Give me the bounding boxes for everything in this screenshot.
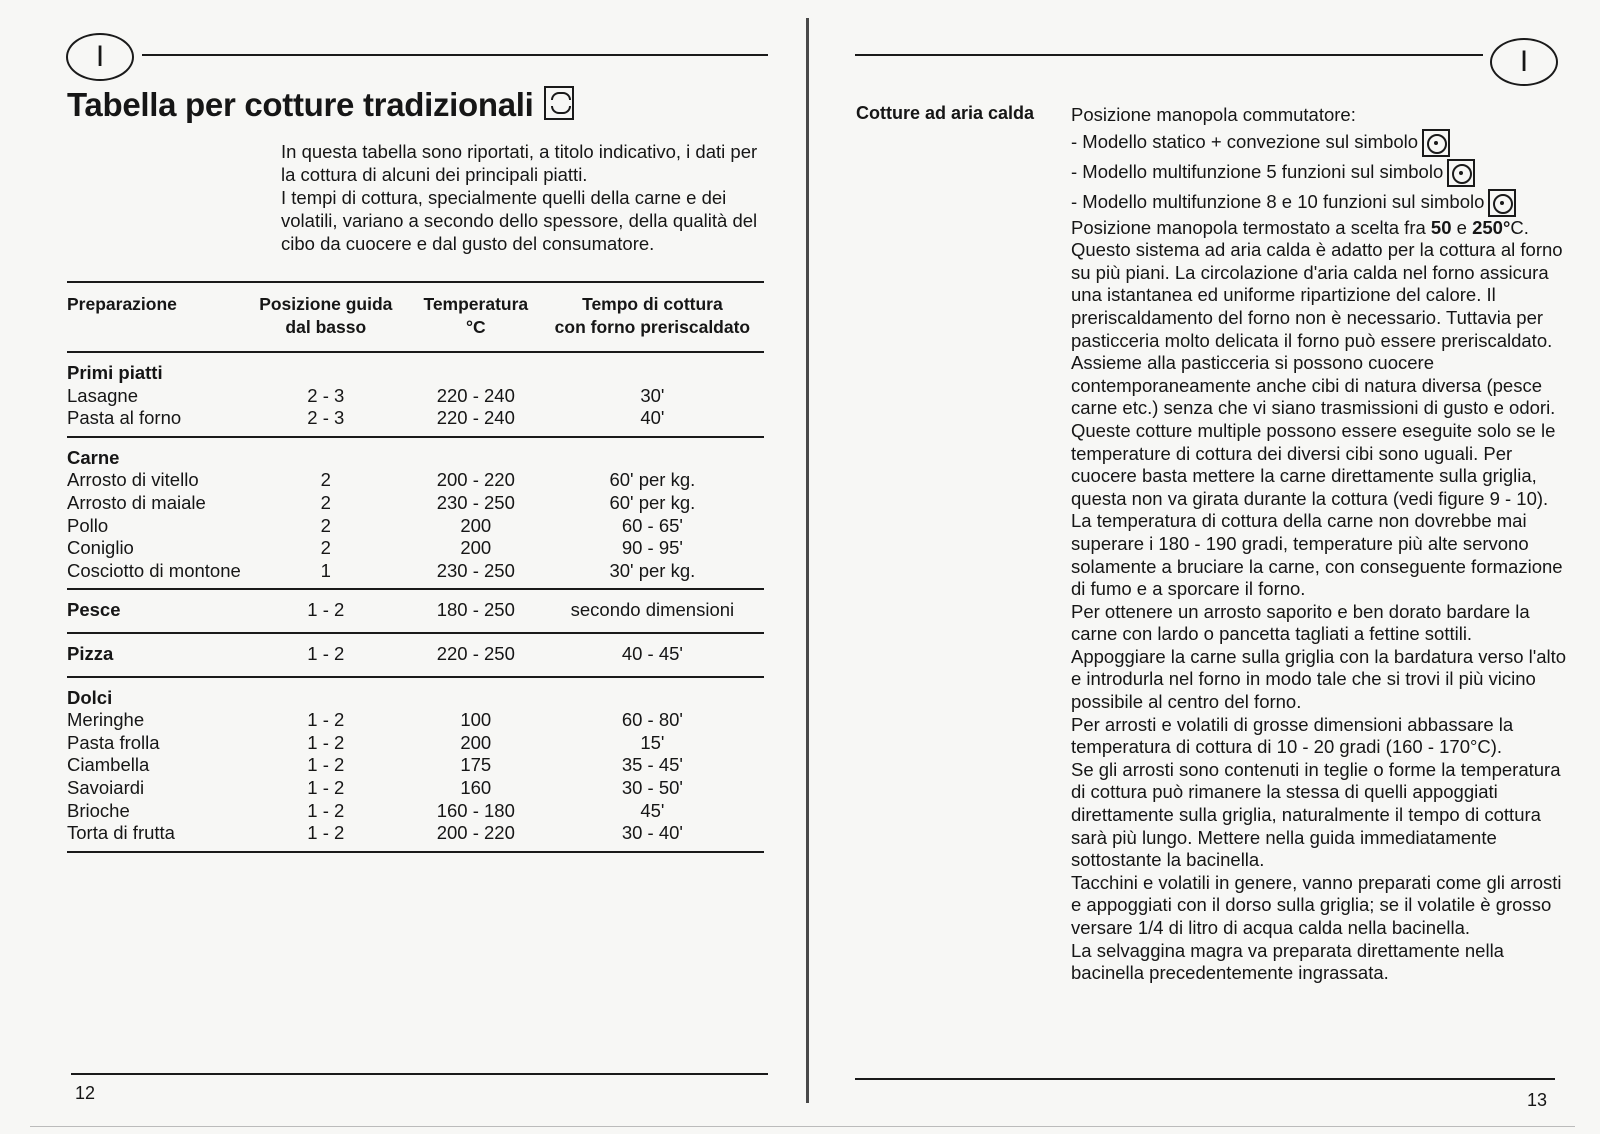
section-heading: Cotture ad aria calda [856, 103, 1035, 123]
page-number-left: 12 [75, 1083, 96, 1103]
instruction-paragraph: Per arrosti e volatili di grosse dimensioni abbassare la temperatura di cottura di 10 - 20 gradi (160 - 170°C). [1071, 713, 1514, 758]
cell-temperature: 100 [460, 709, 492, 731]
intro-text [281, 140, 771, 255]
header-tempo: Tempo di cottura con forno preriscaldato [554, 294, 751, 337]
instruction-paragraph: La temperatura di cottura della carne non dovrebbe mai superare i 180 - 190 gradi, temperature più alte servono solamente a bruciare la carne, con conseguente formazione di fumo e a sporcare il forno. [1071, 510, 1563, 600]
instruction-paragraph: Appoggiare la carne sulla griglia con la bardatura verso l'alto e introdurla nel forno in modo tale che si trovi il più vicino possibile al centro del forno. [1071, 645, 1567, 713]
cell-position: 1 - 2 [307, 799, 345, 821]
table-row [67, 589, 764, 633]
cell-temperature: 230 - 250 [436, 559, 515, 581]
table-row [67, 385, 764, 408]
instruction-paragraph: Tacchini e volatili in genere, vanno preparati come gli arrosti e appoggiati con il dorso sulla griglia; se il volatile è grosso versare 1/4 di litro di acqua calda nella bacinella. [1071, 871, 1562, 938]
cell-time: 90 - 95' [621, 537, 683, 559]
cell-position: 2 - 3 [307, 407, 345, 429]
instruction-paragraphs [1071, 239, 1571, 985]
table-row [67, 633, 764, 677]
cell-temperature: 220 - 240 [436, 384, 515, 406]
cell-position: 1 - 2 [307, 709, 345, 731]
selector-intro: Posizione manopola commutatore: [1071, 104, 1356, 125]
cell-position: 1 - 2 [307, 642, 345, 664]
empty-cell [411, 352, 541, 385]
page-title [67, 86, 574, 124]
cell-temperature: 175 [460, 754, 492, 776]
cell-time: 35 - 45' [621, 754, 683, 776]
footer-rule-left [71, 1073, 768, 1075]
group-name: Pesce [67, 599, 121, 621]
instruction-paragraph: La selvaggina magra va preparata direttamente nella bacinella precedentemente ingrassata. [1071, 939, 1504, 984]
cell-time: 60 - 80' [621, 709, 683, 731]
instruction-paragraph: Questo sistema ad aria calda è adatto per la cottura al forno su più piani. La circolazione d'aria calda nel forno assicura una istantanea ed uniforme ripartizione del calore. Il preriscaldamento del forno non è necessario. Tuttavia per pasticceria molto delicata il forno può essere preriscaldato. Assieme alla pasticceria si possono cuocere contemporaneamente anche cibi di natura diversa (pesce carne etc.) senza che vi siano trasmissioni di gusto e odori. Queste cotture multiple possono essere eseguite solo se le temperature di cottura dei diversi cibi sono uguali. Per cuocere basta mettere la carne direttamente sulla griglia, questa non va girata durante la cottura (vedi figure 9 - 10). [1071, 239, 1563, 509]
cell-temperature: 220 - 240 [436, 407, 515, 429]
cell-position: 1 - 2 [307, 754, 345, 776]
cell-dish: Meringhe [67, 709, 145, 731]
table-group [67, 352, 764, 437]
table-row [67, 469, 764, 492]
cell-temperature: 230 - 250 [436, 491, 515, 513]
header-rule-right [855, 54, 1483, 56]
cell-dish: Ciambella [67, 754, 150, 776]
cell-dish: Pasta al forno [67, 407, 182, 429]
cell-temperature: 180 - 250 [436, 599, 515, 621]
header-temperatura: Temperatura °C [423, 294, 529, 337]
header-posizione: Posizione guida dal basso [259, 294, 393, 337]
cell-temperature: 160 - 180 [436, 799, 515, 821]
cell-dish: Cosciotto di montone [67, 559, 241, 581]
group-name: Pizza [67, 642, 114, 664]
cell-time: 40' [640, 407, 665, 429]
cell-dish: Brioche [67, 799, 130, 821]
cell-temperature: 200 - 220 [436, 822, 515, 844]
page-number-right: 13 [1527, 1090, 1548, 1110]
cell-position: 1 [320, 559, 331, 581]
group-name: Dolci [67, 686, 113, 708]
page-title-text: Tabella per cotture tradizionali [67, 86, 534, 123]
empty-cell [541, 677, 764, 710]
language-badge-left: I [66, 33, 134, 81]
table-row [67, 732, 764, 755]
cell-dish: Arrosto di maiale [67, 491, 206, 513]
cell-time: secondo dimensioni [570, 599, 735, 621]
cell-position: 1 - 2 [307, 599, 345, 621]
table-header-row [67, 282, 764, 352]
table-row [67, 515, 764, 538]
table-row [67, 492, 764, 515]
cell-temperature: 200 [460, 514, 492, 536]
selector-option-1: - Modello statico + convezione sul simbolo [1071, 127, 1571, 157]
cell-position: 2 - 3 [307, 384, 345, 406]
cell-dish: Pollo [67, 514, 109, 536]
empty-cell [541, 352, 764, 385]
table-row [67, 800, 764, 823]
cell-dish: Arrosto di vitello [67, 469, 199, 491]
table-group [67, 677, 764, 852]
group-name: Carne [67, 446, 120, 468]
cell-temperature: 220 - 250 [436, 642, 515, 664]
table-row [67, 537, 764, 560]
cell-temperature: 200 [460, 537, 492, 559]
fan-element-icon [1488, 189, 1516, 217]
cell-dish: Savoiardi [67, 776, 145, 798]
cell-time: 45' [640, 799, 665, 821]
cell-position: 2 [320, 514, 331, 536]
empty-cell [541, 437, 764, 470]
header-preparazione: Preparazione [67, 294, 177, 314]
group-header-row [67, 352, 764, 385]
language-badge-right: I [1490, 38, 1558, 86]
cell-position: 2 [320, 469, 331, 491]
cell-position: 1 - 2 [307, 822, 345, 844]
cell-temperature: 160 [460, 776, 492, 798]
selector-option-3: - Modello multifunzione 8 e 10 funzioni sul simbolo [1071, 187, 1571, 217]
instruction-paragraph: Per ottenere un arrosto saporito e ben dorato bardare la carne con lardo o pancetta tagliati a fettine sottili. [1071, 600, 1530, 645]
cell-time: 40 - 45' [621, 642, 683, 664]
empty-cell [411, 677, 541, 710]
empty-cell [241, 437, 411, 470]
cell-temperature: 200 - 220 [436, 469, 515, 491]
cell-time: 15' [640, 731, 665, 753]
table-row [67, 754, 764, 777]
intro-paragraph-2: I tempi di cottura, specialmente quelli della carne e dei volatili, variano a secondo dello spessore, della qualità del cibo da cuocere e dal gusto del consumatore. [281, 187, 758, 254]
cooking-table [67, 281, 764, 853]
group-header-row [67, 677, 764, 710]
cell-time: 30' per kg. [609, 559, 696, 581]
selector-option-2: - Modello multifunzione 5 funzioni sul simbolo [1071, 157, 1571, 187]
thermostat-setting: Posizione manopola termostato a scelta fra 50 e 250°C. [1071, 216, 1529, 238]
instruction-paragraph: Se gli arrosti sono contenuti in teglie o forme la temperatura di cottura può rimanere la stessa di quelli appoggiati direttamente sulla griglia, naturalmente il tempo di cottura sarà più lungo. Mettere nella guida immediatamente sottostante la bacinella. [1071, 758, 1561, 871]
table-row [67, 822, 764, 852]
empty-cell [411, 437, 541, 470]
cell-position: 1 - 2 [307, 731, 345, 753]
convection-fan-icon [1422, 129, 1450, 157]
empty-cell [241, 352, 411, 385]
table-group [67, 633, 764, 677]
table-group [67, 589, 764, 633]
cell-position: 1 - 2 [307, 776, 345, 798]
cell-time: 30' [640, 384, 665, 406]
cell-position: 2 [320, 491, 331, 513]
cell-dish: Pasta frolla [67, 731, 160, 753]
cell-time: 60 - 65' [621, 514, 683, 536]
cell-time: 30 - 50' [621, 776, 683, 798]
cell-time: 30 - 40' [621, 822, 683, 844]
intro-paragraph-1: In questa tabella sono riportati, a titolo indicativo, i dati per la cottura di alcuni dei principali piatti. [281, 141, 758, 185]
cell-position: 2 [320, 537, 331, 559]
table-row [67, 777, 764, 800]
header-rule-left [142, 54, 768, 56]
fan-circle-icon [1447, 159, 1475, 187]
empty-cell [241, 677, 411, 710]
cell-dish: Torta di frutta [67, 822, 175, 844]
footer-rule-right [855, 1078, 1555, 1080]
cell-dish: Lasagne [67, 384, 138, 406]
conventional-oven-icon [544, 86, 574, 120]
cell-dish: Coniglio [67, 537, 134, 559]
hot-air-instructions [1071, 104, 1571, 985]
cell-time: 60' per kg. [609, 491, 696, 513]
cell-time: 60' per kg. [609, 469, 696, 491]
table-row [67, 407, 764, 437]
table-row [67, 560, 764, 590]
table-row [67, 709, 764, 732]
cell-temperature: 200 [460, 731, 492, 753]
table-group [67, 437, 764, 590]
group-name: Primi piatti [67, 362, 163, 383]
page-edge [30, 1126, 1575, 1127]
group-header-row [67, 437, 764, 470]
